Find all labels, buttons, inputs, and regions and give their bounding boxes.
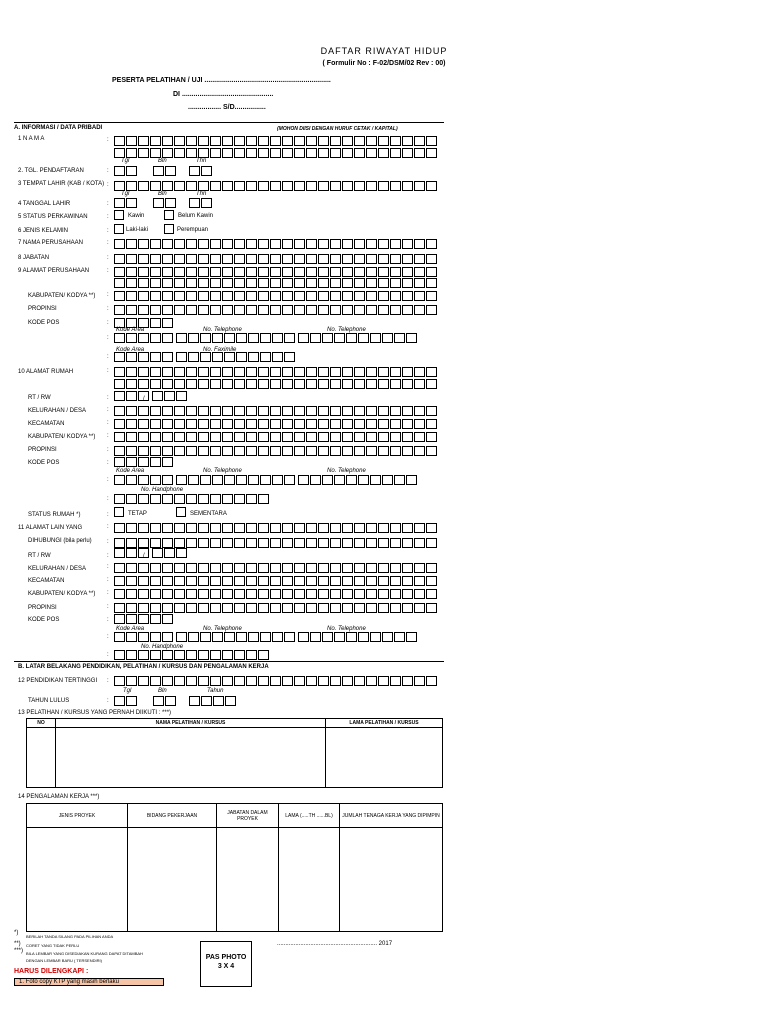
month-boxes[interactable] bbox=[153, 198, 177, 208]
colon: : bbox=[107, 168, 109, 174]
page-title: DAFTAR RIWAYAT HIDUP bbox=[320, 46, 448, 56]
sementara-checkbox[interactable] bbox=[176, 507, 186, 517]
area-code-boxes[interactable] bbox=[114, 333, 174, 343]
colon: : bbox=[107, 137, 109, 143]
colon: : bbox=[107, 524, 109, 530]
date-label: Bln bbox=[158, 158, 167, 164]
phone-label: Kode Area bbox=[116, 347, 145, 353]
colon: : bbox=[107, 228, 109, 234]
phone-label: Kode Area bbox=[116, 327, 145, 333]
date-label: Bln bbox=[158, 191, 167, 197]
field-label: RT / RW bbox=[28, 553, 51, 559]
field-label: 4 TANGGAL LAHIR bbox=[18, 201, 71, 207]
phone-boxes[interactable] bbox=[298, 475, 418, 485]
pengalaman-title: 14 PENGALAMAN KERJA ***) bbox=[18, 794, 100, 800]
form-number: ( Formulir No : F-02/DSM/02 Rev : 00) bbox=[322, 60, 446, 67]
text-boxes[interactable] bbox=[114, 538, 438, 548]
colon: : bbox=[107, 335, 109, 341]
col-no: NO bbox=[27, 719, 56, 728]
phone-label: No. Telephone bbox=[327, 327, 366, 333]
belum-kawin-checkbox[interactable] bbox=[164, 210, 174, 220]
colon: : bbox=[107, 433, 109, 439]
text-boxes[interactable] bbox=[114, 589, 438, 599]
col-nama-pelatihan: NAMA PELATIHAN / KURSUS bbox=[56, 719, 326, 728]
colon: : bbox=[107, 182, 109, 188]
col-jabatan: JABATAN DALAM PROYEK bbox=[217, 804, 279, 828]
field-label: KELURAHAN / DESA bbox=[28, 408, 87, 414]
field-label: PROPINSI bbox=[28, 447, 57, 453]
colon: : bbox=[107, 447, 109, 453]
photo-size: 3 X 4 bbox=[217, 963, 235, 970]
colon: : bbox=[107, 395, 109, 401]
colon: : bbox=[107, 698, 109, 704]
requirement-item: 1. Foto copy KTP yang masih berlaku bbox=[14, 978, 164, 986]
note1-mark: *) bbox=[14, 930, 19, 936]
date-range-line[interactable]: ................. S/D................ bbox=[188, 104, 266, 111]
text-boxes[interactable] bbox=[114, 367, 438, 377]
field-label: 9 ALAMAT PERUSAHAAN bbox=[18, 268, 90, 274]
colon: : bbox=[107, 564, 109, 570]
phone-boxes[interactable] bbox=[176, 632, 296, 642]
field-label: 6 JENIS KELAMIN bbox=[18, 228, 69, 234]
phone-label: Kode Area bbox=[116, 468, 145, 474]
pendidikan-boxes[interactable] bbox=[114, 676, 438, 686]
phone-label: No. Telephone bbox=[327, 626, 366, 632]
laki-laki-checkbox[interactable] bbox=[114, 224, 124, 234]
handphone-boxes[interactable] bbox=[114, 650, 270, 660]
phone-label: No. Handphone bbox=[141, 644, 184, 650]
pelatihan-table bbox=[26, 718, 443, 788]
section-b-title: B. LATAR BELAKANG PENDIDIKAN, PELATIHAN / KURSUS DAN PENGALAMAN KERJA bbox=[18, 664, 269, 670]
colon: : bbox=[107, 477, 109, 483]
pendidikan-label: 12 PENDIDIKAN TERTINGGI bbox=[18, 678, 98, 684]
colon: : bbox=[107, 678, 109, 684]
colon: : bbox=[107, 255, 109, 261]
colon: : bbox=[107, 652, 109, 658]
harus-dilengkapi: HARUS DILENGKAPI : bbox=[14, 968, 89, 975]
option-label: Laki-laki bbox=[126, 227, 149, 233]
rw-boxes[interactable] bbox=[152, 391, 188, 401]
colon: : bbox=[107, 496, 109, 502]
day-boxes[interactable] bbox=[114, 166, 138, 176]
field-label: KABUPATEN/ KODYA **) bbox=[28, 434, 96, 440]
date-label: Thn bbox=[196, 191, 207, 197]
text-boxes[interactable] bbox=[114, 563, 438, 573]
col-lama: LAMA (.....TH ......BL) bbox=[279, 804, 340, 828]
pelatihan-title: 13 PELATIHAN / KURSUS YANG PERNAH DIIKUTI : ***) bbox=[18, 710, 172, 716]
col-jumlah-tenaga: JUMLAH TENAGA KERJA YANG DIPIMPIN bbox=[340, 804, 443, 828]
phone-boxes[interactable] bbox=[176, 333, 296, 343]
field-label: KECAMATAN bbox=[28, 421, 65, 427]
field-label: STATUS RUMAH *) bbox=[28, 512, 81, 518]
tahun-lulus-label: TAHUN LULUS bbox=[28, 698, 70, 704]
char-boxes[interactable] bbox=[114, 278, 438, 288]
year-boxes[interactable] bbox=[189, 198, 213, 208]
field-label: 3 TEMPAT LAHIR (KAB / KOTA) bbox=[18, 181, 105, 187]
text-boxes[interactable] bbox=[114, 181, 438, 191]
field-label: 5 STATUS PERKAWINAN bbox=[18, 214, 88, 220]
field-label: DIHUBUNGI (bila perlu) bbox=[28, 538, 92, 544]
pengalaman-table bbox=[26, 803, 443, 932]
text-boxes[interactable] bbox=[114, 239, 438, 249]
field-label: PROPINSI bbox=[28, 306, 57, 312]
area-code-boxes[interactable] bbox=[114, 475, 174, 485]
option-label: Perempuan bbox=[177, 227, 209, 233]
note3-mark: ***) bbox=[14, 948, 24, 954]
colon: : bbox=[107, 553, 109, 559]
colon: : bbox=[107, 420, 109, 426]
table-row[interactable] bbox=[27, 828, 443, 932]
section-a-title: A. INFORMASI / DATA PRIBADI bbox=[14, 125, 103, 131]
location-line[interactable]: DI ............................................... bbox=[173, 91, 274, 98]
field-label: RT / RW bbox=[28, 395, 51, 401]
perempuan-checkbox[interactable] bbox=[164, 224, 174, 234]
text-boxes[interactable] bbox=[114, 576, 438, 586]
field-label: PROPINSI bbox=[28, 605, 57, 611]
char-boxes[interactable] bbox=[114, 148, 438, 158]
field-label: 11 ALAMAT LAIN YANG bbox=[18, 525, 83, 531]
phone-label: No. Telephone bbox=[327, 468, 366, 474]
date-label: Tahun bbox=[207, 688, 224, 694]
table-row[interactable] bbox=[27, 728, 443, 788]
postal-code-boxes[interactable] bbox=[114, 457, 174, 467]
year-boxes[interactable] bbox=[189, 166, 213, 176]
field-label: KODE POS bbox=[28, 617, 60, 623]
field-label: KODE POS bbox=[28, 460, 60, 466]
place-date[interactable]: ............................................................ 2017 bbox=[277, 941, 393, 947]
field-label: KECAMATAN bbox=[28, 578, 65, 584]
text-boxes[interactable] bbox=[114, 432, 438, 442]
phone-label: No. Handphone bbox=[141, 487, 184, 493]
postal-code-boxes[interactable] bbox=[114, 614, 174, 624]
colon: : bbox=[107, 460, 109, 466]
field-label: 2. TGL. PENDAFTARAN bbox=[18, 168, 84, 174]
field-label: 10 ALAMAT RUMAH bbox=[18, 369, 74, 375]
date-label: Tgl bbox=[121, 158, 130, 164]
colon: : bbox=[107, 577, 109, 583]
section-a-instruction: (MOHON DIISI DENGAN HURUF CETAK / KAPITAL) bbox=[277, 126, 398, 132]
text-boxes[interactable] bbox=[114, 419, 438, 429]
colon: : bbox=[107, 214, 109, 220]
rt-separator: / bbox=[143, 396, 145, 402]
colon: : bbox=[107, 306, 109, 312]
phone-boxes[interactable] bbox=[176, 475, 296, 485]
field-label: KABUPATEN/ KODYA **) bbox=[28, 591, 96, 597]
colon: : bbox=[107, 268, 109, 274]
month-boxes[interactable] bbox=[153, 696, 177, 706]
date-label: Tgl bbox=[123, 688, 132, 694]
phone-label: Kode Area bbox=[116, 626, 145, 632]
text-boxes[interactable] bbox=[114, 254, 438, 264]
colon: : bbox=[107, 320, 109, 326]
phone-label: No. Telephone bbox=[203, 327, 242, 333]
text-boxes[interactable] bbox=[114, 267, 438, 277]
colon: : bbox=[107, 354, 109, 360]
colon: : bbox=[107, 240, 109, 246]
colon: : bbox=[107, 368, 109, 374]
colon: : bbox=[107, 292, 109, 298]
text-boxes[interactable] bbox=[114, 305, 438, 315]
field-label: 8 JABATAN bbox=[18, 255, 50, 261]
colon: : bbox=[107, 617, 109, 623]
phone-label: No. Telephone bbox=[203, 626, 242, 632]
fax-boxes[interactable] bbox=[176, 352, 296, 362]
kawin-checkbox[interactable] bbox=[114, 210, 124, 220]
option-label: Kawin bbox=[128, 213, 145, 219]
text-boxes[interactable] bbox=[114, 523, 438, 533]
month-boxes[interactable] bbox=[153, 166, 177, 176]
day-boxes[interactable] bbox=[114, 198, 138, 208]
text-boxes[interactable] bbox=[114, 406, 438, 416]
option-label: SEMENTARA bbox=[190, 511, 227, 517]
colon: : bbox=[107, 604, 109, 610]
colon: : bbox=[107, 201, 109, 207]
phone-boxes[interactable] bbox=[298, 632, 418, 642]
field-label: 7 NAMA PERUSAHAAN bbox=[18, 240, 84, 246]
note3: BILA LEMBAR YANG DISEDIAKAN KURANG DAPAT DITAMBAH bbox=[26, 951, 143, 956]
field-label: KELURAHAN / DESA bbox=[28, 566, 87, 572]
note2: CORET YANG TIDAK PERLU bbox=[26, 943, 80, 948]
day-boxes[interactable] bbox=[114, 696, 138, 706]
pas-photo-box bbox=[200, 941, 252, 987]
date-label: Thn bbox=[196, 158, 207, 164]
col-lama-pelatihan: LAMA PELATIHAN / KURSUS bbox=[326, 719, 443, 728]
area-code-boxes[interactable] bbox=[114, 632, 174, 642]
year-boxes[interactable] bbox=[189, 696, 237, 706]
note2-mark: **) bbox=[14, 941, 21, 947]
phone-label: No. Telephone bbox=[203, 468, 242, 474]
handphone-boxes[interactable] bbox=[114, 494, 270, 504]
photo-label: PAS PHOTO bbox=[205, 954, 247, 961]
date-label: Tgl bbox=[121, 191, 130, 197]
colon: : bbox=[107, 539, 109, 545]
option-label: TETAP bbox=[128, 511, 147, 517]
note3b: DENGAN LEMBAR BARU ( TERSENDIRI) bbox=[26, 958, 102, 963]
col-jenis-proyek: JENIS PROYEK bbox=[27, 804, 128, 828]
col-bidang-pekerjaan: BIDANG PEKERJAAN bbox=[128, 804, 217, 828]
tetap-checkbox[interactable] bbox=[114, 507, 124, 517]
field-label: KODE POS bbox=[28, 320, 60, 326]
note1: BERILAH TANDA SILANG PADA PILIHAN ANDA bbox=[26, 934, 114, 939]
char-boxes[interactable] bbox=[114, 379, 438, 389]
field-label: KABUPATEN/ KODYA **) bbox=[28, 293, 96, 299]
option-label: Belum Kawin bbox=[178, 213, 214, 219]
phone-label: No. Faximile bbox=[203, 347, 237, 353]
colon: : bbox=[107, 590, 109, 596]
text-boxes[interactable] bbox=[114, 603, 438, 613]
phone-boxes[interactable] bbox=[298, 333, 418, 343]
area-code-boxes[interactable] bbox=[114, 352, 174, 362]
colon: : bbox=[107, 407, 109, 413]
date-label: Bln bbox=[158, 688, 167, 694]
rw-boxes[interactable] bbox=[152, 548, 188, 558]
text-boxes[interactable] bbox=[114, 446, 438, 456]
text-boxes[interactable] bbox=[114, 291, 438, 301]
peserta-line[interactable]: PESERTA PELATIHAN / UJI ................................................................. bbox=[112, 77, 331, 84]
colon: : bbox=[107, 634, 109, 640]
text-boxes[interactable] bbox=[114, 136, 438, 146]
colon: : bbox=[107, 512, 109, 518]
rt-separator: / bbox=[143, 553, 145, 559]
field-label: 1 N A M A bbox=[18, 136, 45, 142]
